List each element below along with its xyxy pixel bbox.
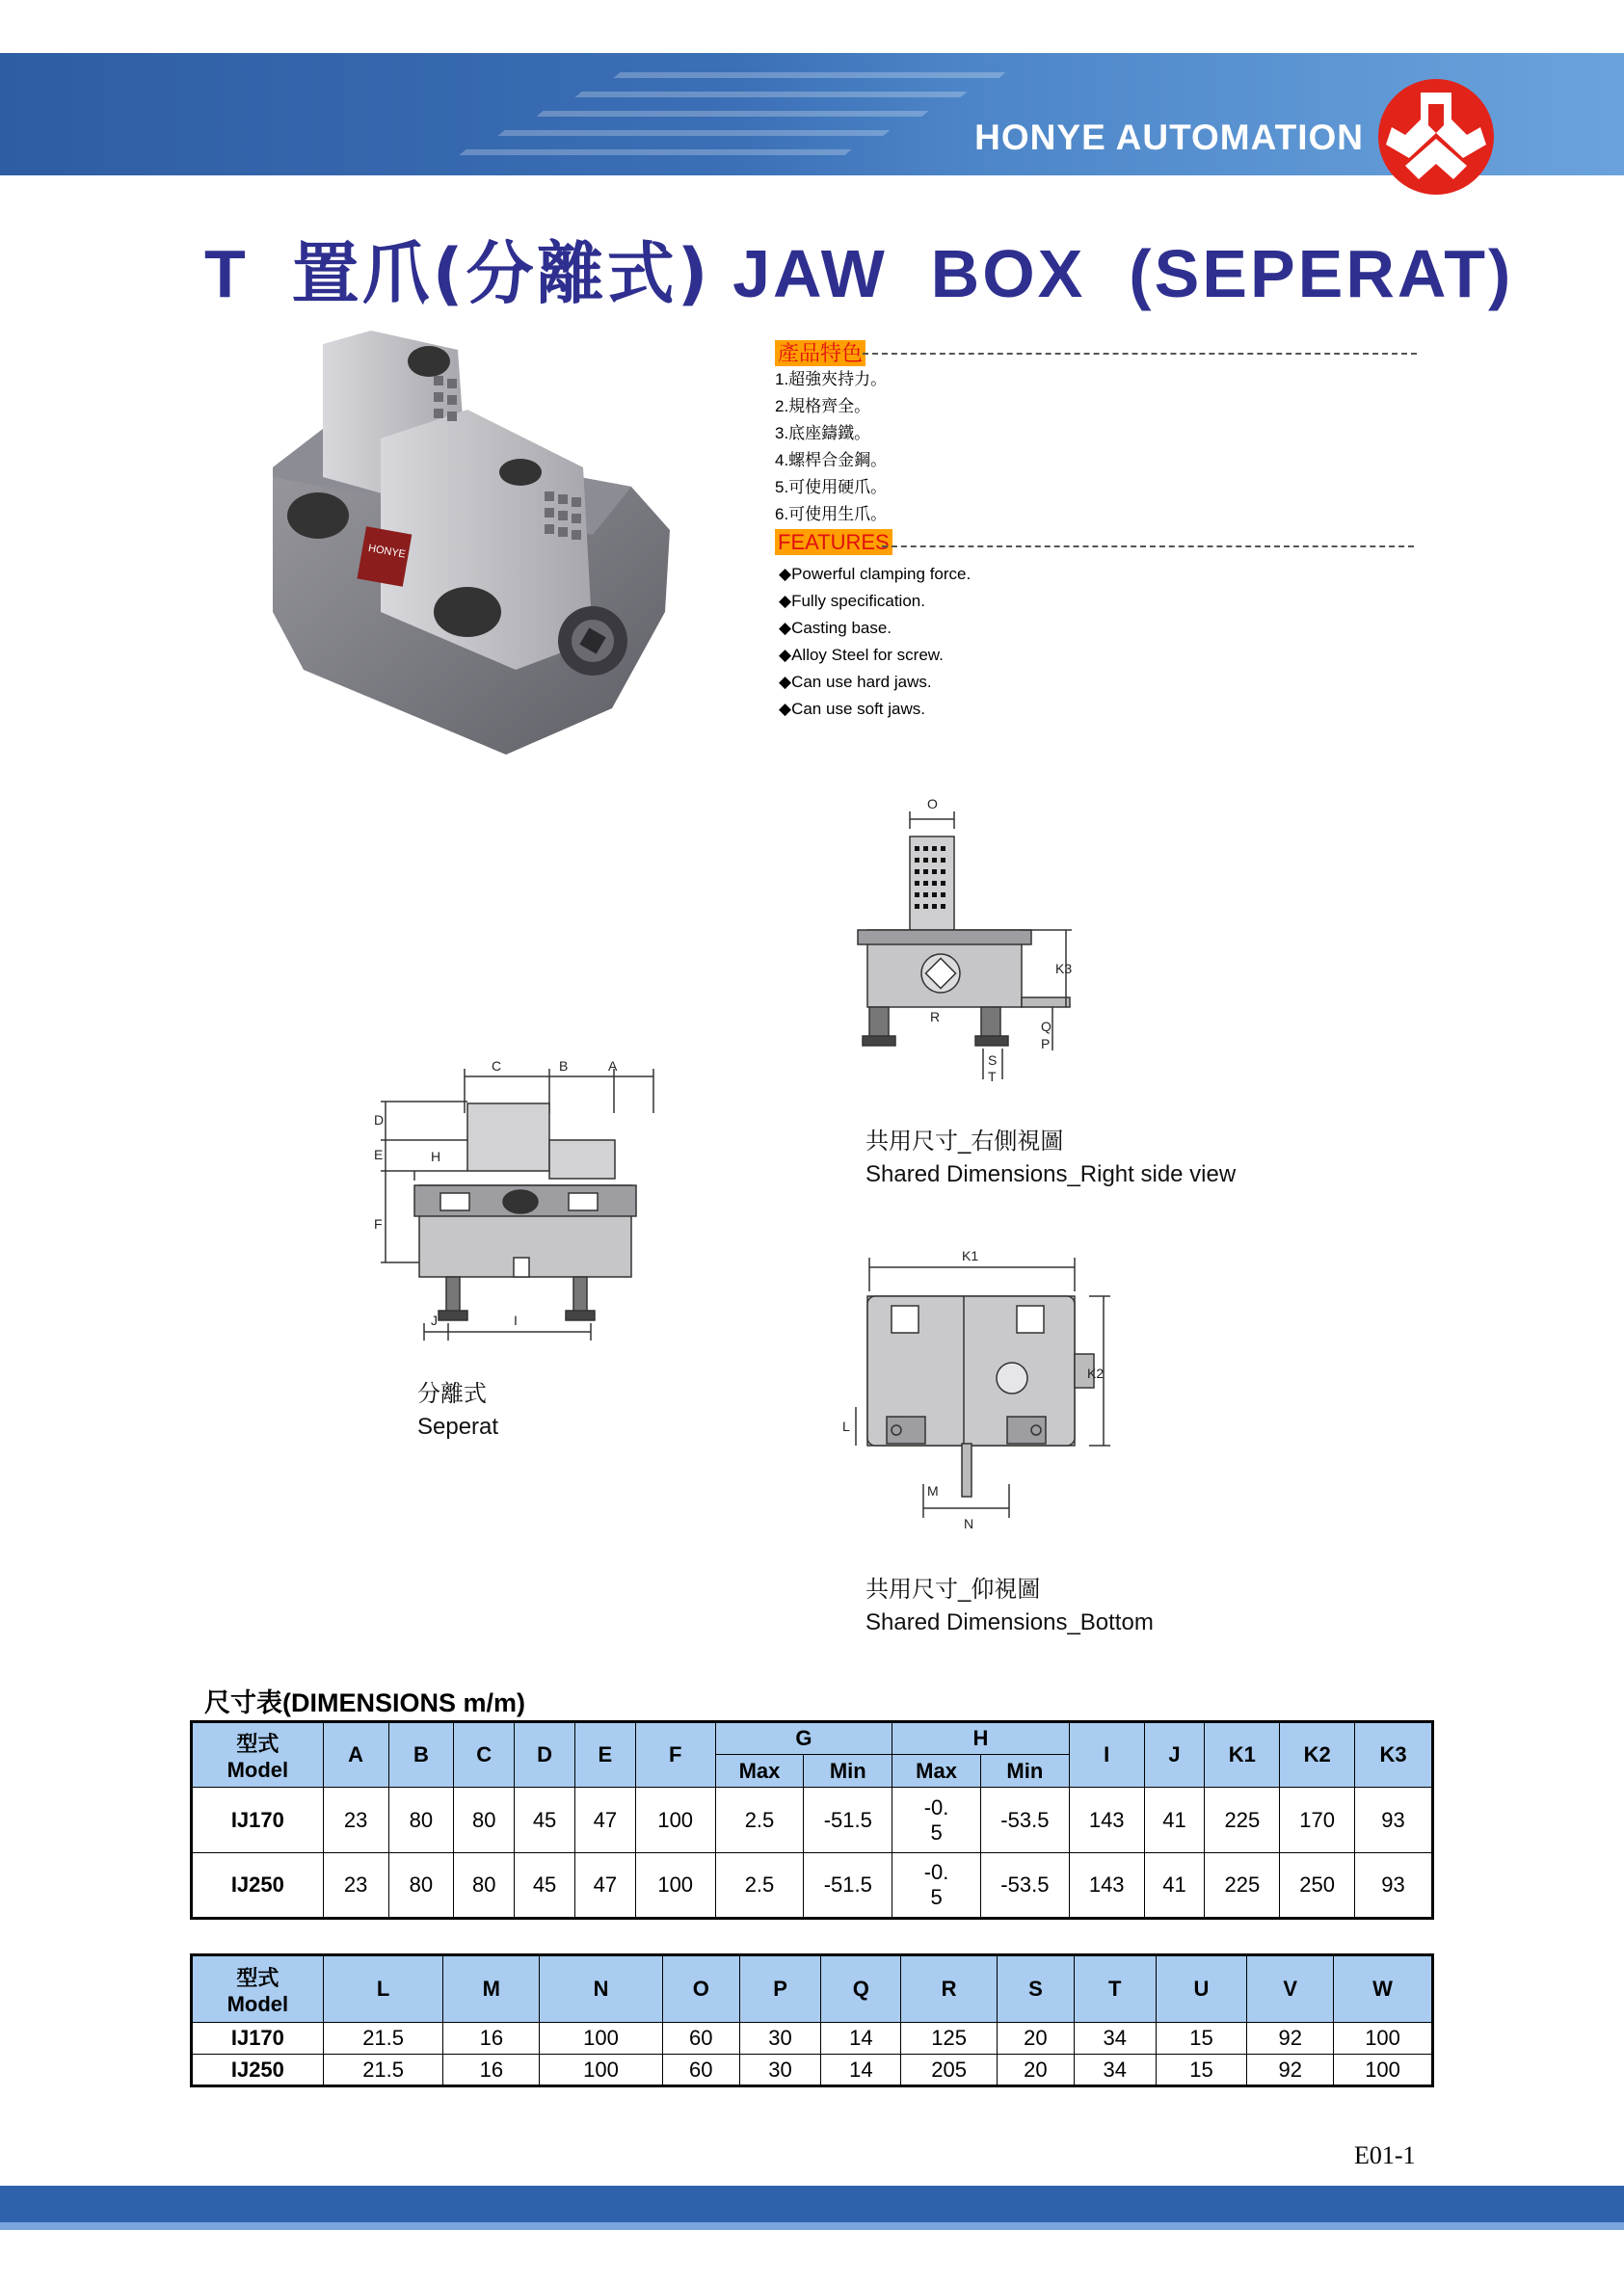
dim-label: S bbox=[988, 1052, 998, 1068]
list-item: 3.底座鑄鐵。 bbox=[775, 424, 871, 442]
table-header-row: 型式 Model L M N O P Q R S T U V W bbox=[192, 1955, 1433, 2023]
footer-band bbox=[0, 2186, 1624, 2222]
dim-label: Q bbox=[1041, 1019, 1052, 1034]
dim-label: N bbox=[964, 1516, 974, 1531]
dim-label: D bbox=[374, 1112, 385, 1128]
table-header-cell: G bbox=[715, 1722, 892, 1755]
table-header-cell: B bbox=[388, 1722, 454, 1788]
dim-label: K1 bbox=[962, 1248, 979, 1263]
table-header-cell: E bbox=[574, 1722, 635, 1788]
features-en-heading: FEATURES bbox=[775, 530, 892, 555]
list-item: ◆Can use soft jaws. bbox=[779, 700, 925, 718]
dim-label: T bbox=[988, 1069, 997, 1084]
table-header-cell: K3 bbox=[1355, 1722, 1433, 1788]
product-badge: HONYE bbox=[367, 543, 407, 561]
dim-label: L bbox=[842, 1419, 850, 1434]
table-row: IJ170 21.5 16 100 60 30 14 125 20 34 15 92 100 bbox=[192, 2023, 1433, 2055]
table-header-cell: Min bbox=[804, 1755, 892, 1788]
list-item: 4.螺桿合金鋼。 bbox=[775, 451, 888, 469]
dim-label: C bbox=[492, 1058, 502, 1074]
list-item: 5.可使用硬爪。 bbox=[775, 478, 888, 496]
bottom-view-caption: 共用尺寸_仰視圖 Shared Dimensions_Bottom bbox=[865, 1577, 1154, 1635]
table-row: IJ170 23 80 80 45 47 100 2.5 -51.5 -0. 5 -53.5 143 41 225 170 93 bbox=[192, 1788, 1433, 1853]
product-photo bbox=[265, 323, 675, 761]
table-row: IJ250 23 80 80 45 47 100 2.5 -51.5 -0. 5 -53.5 143 41 225 250 93 bbox=[192, 1853, 1433, 1919]
table-header-cell: 型式 Model bbox=[192, 1955, 324, 2023]
table-header-cell: K1 bbox=[1205, 1722, 1280, 1788]
table-header-cell: K2 bbox=[1280, 1722, 1355, 1788]
list-item: ◆Casting base. bbox=[779, 619, 892, 637]
table-header-cell: D bbox=[515, 1722, 575, 1788]
honye-logo-icon bbox=[1376, 77, 1496, 197]
title-prefix: T bbox=[204, 236, 292, 311]
page-title bbox=[204, 220, 1513, 317]
table-header-cell: I bbox=[1069, 1722, 1144, 1788]
table-header-cell: Min bbox=[980, 1755, 1069, 1788]
list-item: 6.可使用生爪。 bbox=[775, 505, 888, 523]
features-en-list bbox=[779, 561, 971, 723]
table-header-cell: 型式 Model bbox=[192, 1722, 324, 1788]
divider bbox=[882, 545, 1414, 547]
table-header-cell: H bbox=[892, 1722, 1070, 1755]
dim-label: F bbox=[374, 1216, 383, 1232]
dim-label: H bbox=[431, 1149, 441, 1164]
list-item: 2.規格齊全。 bbox=[775, 397, 871, 415]
dim-label: K2 bbox=[1087, 1366, 1105, 1381]
divider bbox=[863, 353, 1417, 355]
dim-label: R bbox=[930, 1009, 941, 1024]
table-row: IJ250 21.5 16 100 60 30 14 205 20 34 15 92 100 bbox=[192, 2055, 1433, 2086]
table-header-cell: J bbox=[1144, 1722, 1205, 1788]
right-side-view-drawing bbox=[848, 790, 1099, 1118]
dim-label: B bbox=[559, 1058, 569, 1074]
right-view-caption: 共用尺寸_右側視圖 Shared Dimensions_Right side view bbox=[865, 1129, 1237, 1187]
table-header-cell: Max bbox=[892, 1755, 981, 1788]
dim-label: K3 bbox=[1055, 961, 1073, 976]
dimensions-table-2 bbox=[190, 1953, 1434, 2087]
front-view-drawing bbox=[371, 1055, 670, 1344]
dim-label: J bbox=[431, 1313, 438, 1328]
list-item: ◆Powerful clamping force. bbox=[779, 565, 972, 583]
dim-label: E bbox=[374, 1147, 384, 1162]
title-en: JAW BOX (SEPERAT) bbox=[710, 236, 1514, 311]
footer-band-accent bbox=[0, 2222, 1624, 2230]
bottom-view-drawing bbox=[839, 1243, 1118, 1532]
features-zh-list bbox=[775, 366, 887, 528]
dim-label: A bbox=[608, 1058, 618, 1074]
table-header-row bbox=[192, 1722, 1433, 1755]
list-item: ◆Alloy Steel for screw. bbox=[779, 646, 944, 664]
page-code: E01-1 bbox=[1354, 2141, 1416, 2169]
dim-label: O bbox=[927, 796, 938, 811]
dim-label: M bbox=[927, 1483, 939, 1499]
dim-label: P bbox=[1041, 1036, 1051, 1051]
table-header-cell: Max bbox=[715, 1755, 804, 1788]
front-view-caption: 分離式 Seperat bbox=[417, 1381, 499, 1440]
list-item: ◆Can use hard jaws. bbox=[779, 673, 932, 691]
list-item: 1.超強夾持力。 bbox=[775, 370, 888, 388]
brand-name: HONYE AUTOMATION bbox=[974, 118, 1364, 157]
dimensions-table-1 bbox=[190, 1720, 1434, 1920]
table-header-cell: F bbox=[635, 1722, 715, 1788]
title-zh: 置爪(分離式) bbox=[291, 234, 711, 313]
features-zh-heading: 產品特色 bbox=[775, 337, 865, 367]
table-header-cell: C bbox=[454, 1722, 515, 1788]
dim-label: I bbox=[514, 1313, 518, 1328]
table-header-cell: A bbox=[323, 1722, 388, 1788]
dimensions-title: 尺寸表(DIMENSIONS m/m) bbox=[204, 1688, 526, 1717]
list-item: ◆Fully specification. bbox=[779, 592, 925, 610]
